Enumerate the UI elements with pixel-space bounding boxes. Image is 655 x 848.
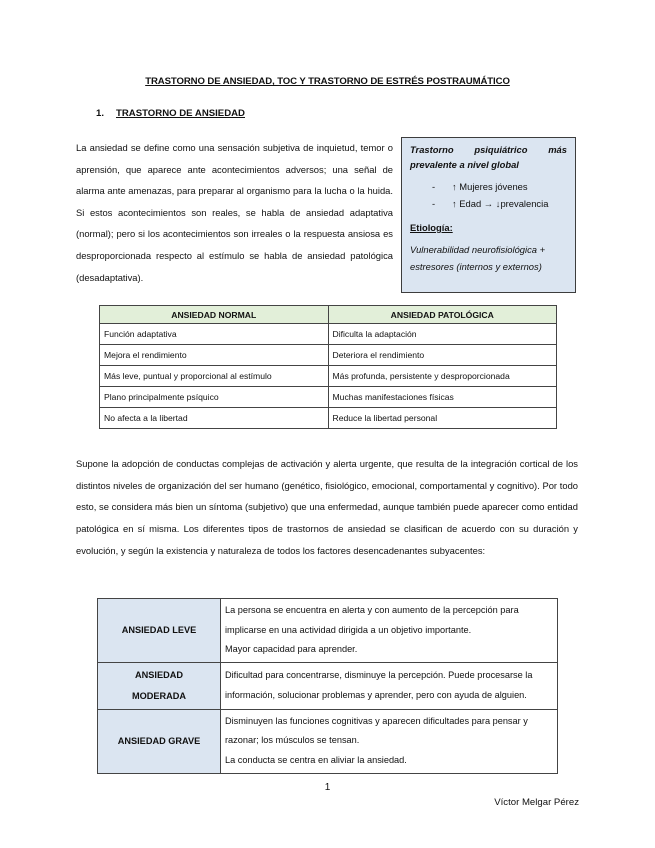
table-cell: Muchas manifestaciones físicas <box>328 387 557 408</box>
etiologia-text: Vulnerabilidad neurofisiológica + estresores (internos y externos) <box>410 244 546 272</box>
section-number: 1. <box>96 108 105 119</box>
etiologia-label: Etiología: <box>410 222 453 233</box>
table-cell: Dificulta la adaptación <box>328 324 557 345</box>
level-description <box>221 709 558 773</box>
table-row <box>100 324 557 345</box>
level-description-line: La persona se encuentra en alerta y con aumento de la percepción para <box>225 605 519 615</box>
level-description-line: implicarse en una actividad dirigida a un objetivo importante. <box>225 624 472 635</box>
level-description-line: Mayor capacidad para aprender. <box>225 644 358 655</box>
comparison-table <box>99 305 557 429</box>
level-label <box>98 709 221 773</box>
section-heading <box>96 108 245 119</box>
column-header-pathological: ANSIEDAD PATOLÓGICA <box>328 306 557 324</box>
table-cell: Mejora el rendimiento <box>100 345 329 366</box>
level-description-line: Dificultad para concentrarse, disminuye la percepción. Puede procesarse la <box>225 670 533 681</box>
body-paragraph: Supone la adopción de conductas complejas de activación y alerta urgente, que resulta de la integración cortical de los distintos niveles de organización del ser humano (genético, fisiológico, emocional, comportamental y cognitivo). Por todo esto, se considera más bien un síntoma (subjetivo) que una enfermedad, aunque también puede aparecer como entidad patológica en sí misma. Los diferentes tipos de trastornos de ansiedad se clasifican de acuerdo con su duración y evolución, y según la existencia y naturaleza de todos los factores desencadenantes subyacentes: <box>76 458 578 556</box>
table-row <box>100 387 557 408</box>
table-cell: Plano principalmente psíquico <box>100 387 329 408</box>
callout-heading-line2: prevalente a nivel global <box>410 159 519 170</box>
table-row <box>98 709 558 773</box>
table-cell: Función adaptativa <box>100 324 329 345</box>
table-cell: Reduce la libertad personal <box>328 408 557 429</box>
level-description-line: información, solucionar problemas y aprender, pero con ayuda de alguien. <box>225 689 527 700</box>
table-row <box>100 345 557 366</box>
anxiety-levels-table <box>97 598 558 774</box>
callout-heading-line1: Trastorno psiquiátrico más <box>410 144 567 155</box>
callout-bullet: - ↑ Edad → ↓prevalencia <box>432 195 567 212</box>
level-description <box>221 599 558 663</box>
table-cell: Más leve, puntual y proporcional al estímulo <box>100 366 329 387</box>
level-label-line: ANSIEDAD <box>135 669 183 680</box>
level-label-line: ANSIEDAD GRAVE <box>117 735 201 746</box>
table-row <box>100 408 557 429</box>
author-name: Víctor Melgar Pérez <box>494 797 579 808</box>
level-label-line: MODERADA <box>131 690 187 701</box>
document-title: TRASTORNO DE ANSIEDAD, TOC Y TRASTORNO DE ESTRÉS POSTRAUMÁTICO <box>145 76 510 87</box>
column-header-normal: ANSIEDAD NORMAL <box>100 306 329 324</box>
section-title: TRASTORNO DE ANSIEDAD <box>116 108 245 119</box>
level-description-line: La conducta se centra en aliviar la ansiedad. <box>225 754 407 765</box>
level-description-line: Disminuyen las funciones cognitivas y aparecen dificultades para pensar y <box>225 715 528 726</box>
level-label-line: ANSIEDAD LEVE <box>121 624 197 635</box>
intro-paragraph: La ansiedad se define como una sensación subjetiva de inquietud, temor o aprensión, que aparece ante acontecimientos adversos; una señal de alarma ante amenazas, para preparar al organismo para la lucha o la huida. Si estos acontecimientos son reales, se habla de ansiedad adaptativa (normal); pero si los acontecimientos son irreales o la respuesta ansiosa es desproporcionada respecto al estímulo se habla de ansiedad patológica (desadaptativa). <box>76 142 393 283</box>
table-cell: Más profunda, persistente y desproporcionada <box>328 366 557 387</box>
table-cell: Deteriora el rendimiento <box>328 345 557 366</box>
level-description <box>221 662 558 709</box>
callout-bullet: - ↑ Mujeres jóvenes <box>432 178 567 195</box>
table-row <box>98 662 558 709</box>
table-row <box>100 366 557 387</box>
level-description-line: razonar; los músculos se tensan. <box>225 735 360 746</box>
level-label <box>98 599 221 663</box>
table-row <box>98 599 558 663</box>
callout-bullet-list <box>410 178 567 212</box>
table-cell: No afecta a la libertad <box>100 408 329 429</box>
page-number: 1 <box>324 782 331 793</box>
prevalence-callout-box <box>401 137 576 293</box>
level-label <box>98 662 221 709</box>
table-header-row <box>100 306 557 324</box>
